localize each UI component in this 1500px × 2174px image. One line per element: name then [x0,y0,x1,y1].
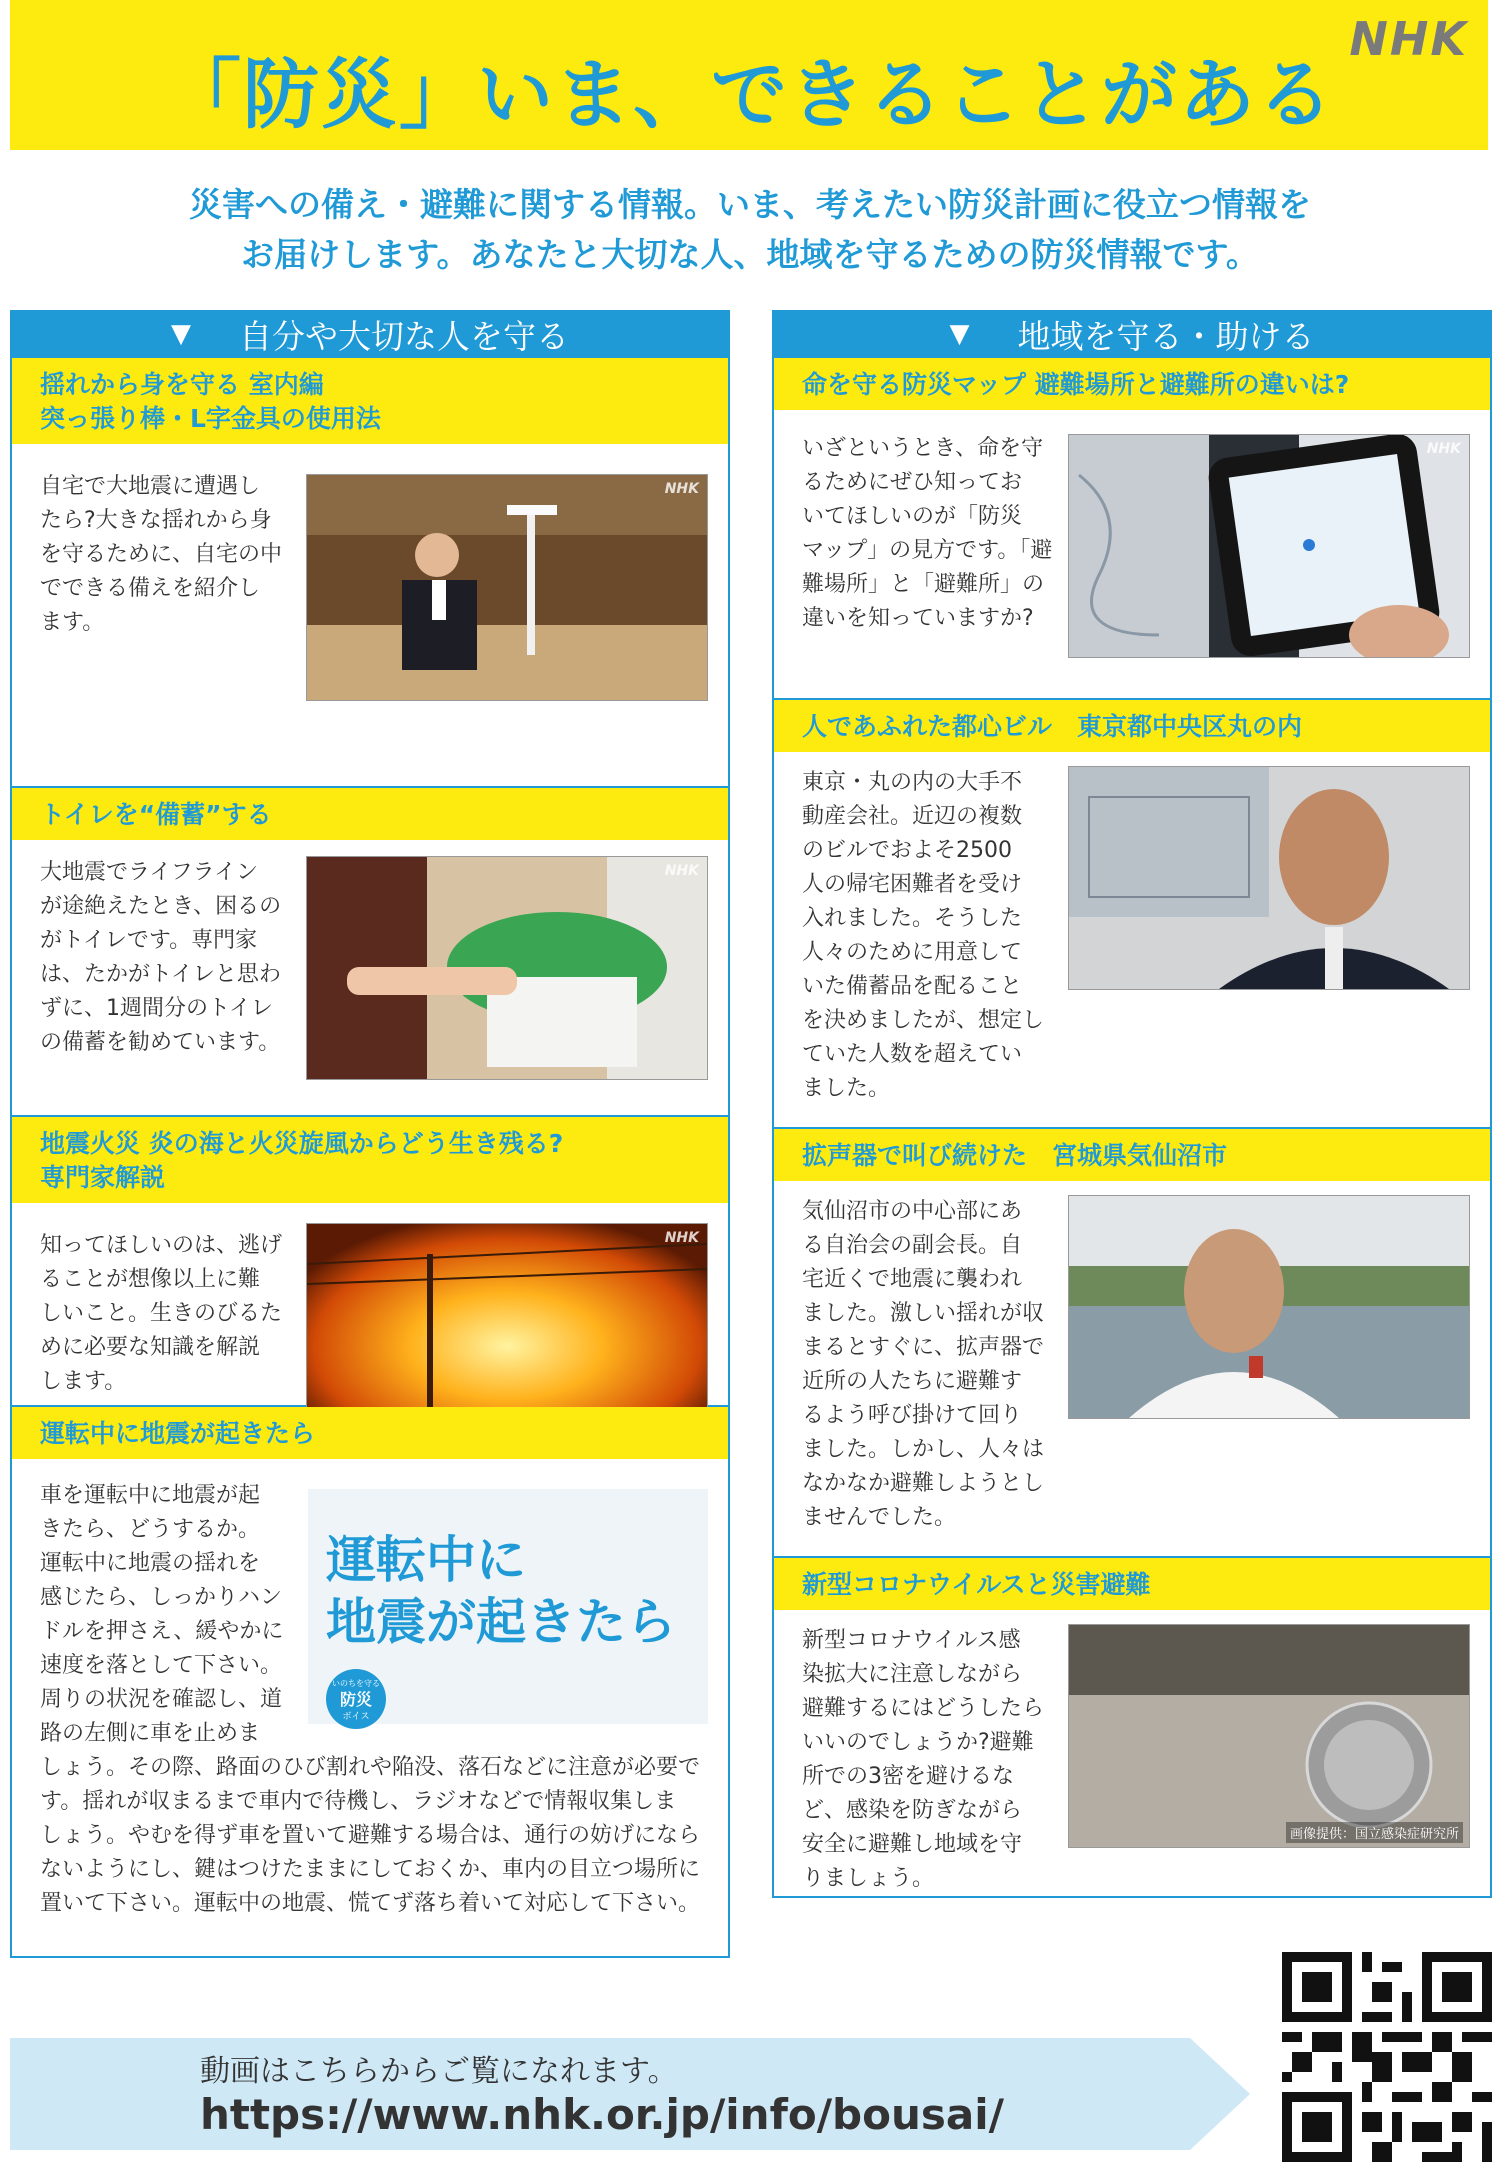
text-line: ドルを押さえ、緩やかに [40,1619,284,1644]
text-line: 東京・丸の内の大手不 [802,770,1023,795]
bousai-voice-badge [326,1669,386,1729]
card-body [12,840,728,1060]
nhk-watermark: NHK [664,863,699,879]
text-line: 安全に避難し地域を守 [802,1832,1023,1857]
text-line: いてほしいのが「防災 [802,504,1023,529]
evacuation-gym-photo [1069,1625,1469,1847]
smartphone-map-photo [1069,435,1469,657]
card-title[interactable] [12,358,728,444]
article-card-corona[interactable] [772,1558,1492,1898]
text-line: いいのでしょうか?避難 [802,1730,1034,1755]
card-title-line: 拡声器で叫び続けた 宮城県気仙沼市 [802,1141,1228,1170]
video-thumbnail-furniture[interactable] [306,474,708,701]
text-line: 大地震でライフライン [40,860,259,885]
text-line: を守るために、自宅の中 [40,542,283,567]
qr-code-icon [1282,1952,1492,2162]
text-line: を決めましたが、想定し [802,1008,1045,1033]
text-line: いた備蓄品を配ること [802,974,1023,999]
card-title-line: 人であふれた都心ビル 東京都中央区丸の内 [802,712,1303,741]
card-body [774,410,1490,636]
text-line: しょう。やむを得ず車を置いて避難する場合は、通行の妨げになら [40,1823,701,1848]
text-line: 近所の人たちに避難す [802,1369,1023,1394]
text-line: るよう呼び掛けて回り [802,1403,1023,1428]
intro-line-1: 災害への備え・避難に関する情報。いま、考えたい防災計画に役立つ情報を [189,185,1311,224]
text-line: 動産会社。近辺の複数 [802,804,1023,829]
text-line: 気仙沼市の中心部にあ [802,1199,1023,1224]
text-line: ました。 [802,1076,891,1101]
text-line: 自宅で大地震に遭遇し [40,474,261,499]
card-title[interactable] [12,1117,728,1203]
text-line: 違いを知っていますか? [802,606,1034,631]
text-line: 路の左側に車を止めま [40,1721,261,1746]
text-line: 感じたら、しっかりハン [40,1585,283,1610]
left-column [10,310,730,1958]
card-body [12,1459,728,1921]
article-card-furniture[interactable] [10,358,730,788]
intro-line-2: お届けします。あなたと大切な人、地域を守るための防災情報です。 [241,235,1259,274]
article-card-toilet[interactable] [10,788,730,1117]
text-line: しょう。その際、路面のひび割れや陥没、落石などに注意が必要で [40,1755,701,1780]
text-line: 車を運転中に地震が起 [40,1483,261,1508]
text-line: 速度を落として下さい。 [40,1653,283,1678]
text-line: 避難するにはどうしたら [802,1696,1045,1721]
driving-image-text [326,1529,676,1653]
badge-sub-text: ボイス [342,1712,370,1722]
video-thumbnail-marunouchi[interactable] [1068,766,1470,990]
text-line: ます。 [40,610,105,635]
text-line: きたら、どうするか。 [40,1517,261,1542]
qr-code[interactable] [1282,1952,1492,2162]
text-line: ずに、1週間分のトイレ [40,996,273,1021]
image-credit: 画像提供：国立感染症研究所 [1286,1822,1463,1843]
card-title-line: トイレを“備蓄”する [40,800,272,829]
video-thumbnail-corona[interactable] [1068,1624,1470,1848]
card-title[interactable] [774,1558,1490,1610]
card-title[interactable] [774,358,1490,410]
text-line: いざというとき、命を守 [802,436,1044,461]
card-body [774,1181,1490,1535]
article-card-fire[interactable] [10,1117,730,1407]
text-line: 知ってほしいのは、逃げ [40,1233,283,1258]
nhk-watermark: NHK [1426,441,1461,457]
man-office-photo [1069,767,1469,989]
text-line: 入れました。そうした [802,906,1023,931]
video-thumbnail-kesennuma[interactable] [1068,1195,1470,1419]
text-line: ました。激しい揺れが収 [802,1301,1045,1326]
text-line: ました。しかし、人々は [802,1437,1045,1462]
nhk-watermark: NHK [664,1230,699,1246]
text-line: ど、感染を防ぎながら [802,1798,1023,1823]
text-line: しいこと。生きのびるた [40,1301,283,1326]
text-line: たら?大きな揺れから身 [40,508,272,533]
card-title-line: 地震火災 炎の海と火災旋風からどう生き残る? [40,1129,564,1158]
left-column-heading-label: 自分や大切な人を守る [239,316,569,356]
footer-url-link[interactable]: https://www.nhk.or.jp/info/bousai/ [200,2090,1004,2139]
card-title-line: 命を守る防災マップ 避難場所と避難所の違いは? [802,370,1350,399]
toilet-photo [307,857,707,1079]
card-title-line: 新型コロナウイルスと災害避難 [802,1570,1151,1599]
video-thumbnail-hazard-map[interactable] [1068,434,1470,658]
right-column [772,310,1492,1898]
article-card-hazard-map[interactable] [772,358,1492,700]
intro-text [0,180,1500,280]
text-line: は、たかがトイレと思わ [40,962,281,987]
text-line: が途絶えたとき、困るの [40,894,282,919]
text-line: まるとすぐに、拡声器で [802,1335,1045,1360]
video-thumbnail-toilet[interactable] [306,856,708,1080]
card-body [774,752,1490,1106]
card-title-line: 運転中に地震が起きたら [40,1419,316,1448]
text-line: 周りの状況を確認し、道 [40,1687,283,1712]
text-line: 染拡大に注意しながら [802,1662,1023,1687]
badge-small-text: いのちを守る [332,1679,380,1688]
text-line: 人の帰宅困難者を受け [802,872,1023,897]
footer-note: 動画はこちらからご覧になれます。 [200,2054,678,2089]
image-text-line: 地震が起きたら [326,1593,676,1651]
text-line: るためにぜひ知ってお [802,470,1023,495]
page-title: 「防災」いま、できることがある [165,50,1335,139]
video-thumbnail-driving[interactable] [308,1489,708,1724]
right-column-heading-label: 地域を守る・助ける [1017,316,1315,356]
text-line: る自治会の副会長。自 [802,1233,1023,1258]
card-title[interactable] [12,1407,728,1459]
text-line: ることが想像以上に難 [40,1267,261,1292]
nhk-watermark: NHK [664,481,699,497]
text-line: マップ」の見方です。「避 [802,538,1053,563]
man-room-photo [307,475,707,700]
text-line: の備蓄を勧めています。 [40,1030,281,1055]
text-line: します。 [40,1369,127,1394]
card-title-line: 専門家解説 [40,1163,166,1192]
text-line: 所での3密を避けるな [802,1764,1014,1789]
text-line: りましょう。 [802,1866,935,1891]
article-card-driving[interactable] [10,1407,730,1958]
man-riverside-photo [1069,1196,1469,1418]
text-line: 人々のために用意して [802,940,1023,965]
card-body [774,1610,1490,1896]
text-line: 宅近くで地震に襲われ [802,1267,1023,1292]
card-title[interactable] [12,788,728,840]
down-triangle-icon: ▼ [949,319,970,349]
text-line: 運転中に地震の揺れを [40,1551,261,1576]
text-line: ませんでした。 [802,1505,957,1530]
card-title-line: 揺れから身を守る 室内編 [40,370,324,399]
text-line: 新型コロナウイルス感 [802,1628,1021,1653]
card-title[interactable] [774,1129,1490,1181]
right-column-heading [772,310,1492,358]
text-line: めに必要な知識を解説 [40,1335,261,1360]
text-line: す。揺れが収まるまで車内で待機し、ラジオなどで情報収集しま [40,1789,677,1814]
left-column-heading [10,310,730,358]
card-body [12,444,728,640]
card-title-line: 突っ張り棒・L字金具の使用法 [40,404,381,433]
text-line: がトイレです。専門家 [40,928,258,953]
image-text-line: 運転中に [326,1531,526,1589]
badge-big-text: 防災 [339,1690,372,1709]
text-line: ないようにし、鍵はつけたままにしておくか、車内の目立つ場所に [40,1857,701,1882]
nhk-logo: NHK [1349,12,1468,66]
down-triangle-icon: ▼ [171,319,191,349]
text-line: ていた人数を超えてい [802,1042,1023,1067]
text-line: 難場所」と「避難所」の [802,572,1045,597]
text-line: のビルでおよそ2500 [802,838,1012,863]
card-body [12,1203,728,1399]
text-line: なかなか避難しようとし [802,1471,1045,1496]
arrow-right-icon [1190,2038,1250,2150]
article-card-kesennuma[interactable] [772,1129,1492,1558]
article-card-marunouchi[interactable] [772,700,1492,1129]
card-title[interactable] [774,700,1490,752]
text-line: でできる備えを紹介し [40,576,261,601]
text-line: 置いて下さい。運転中の地震、慌てず落ち着いて対応して下さい。 [40,1891,701,1916]
